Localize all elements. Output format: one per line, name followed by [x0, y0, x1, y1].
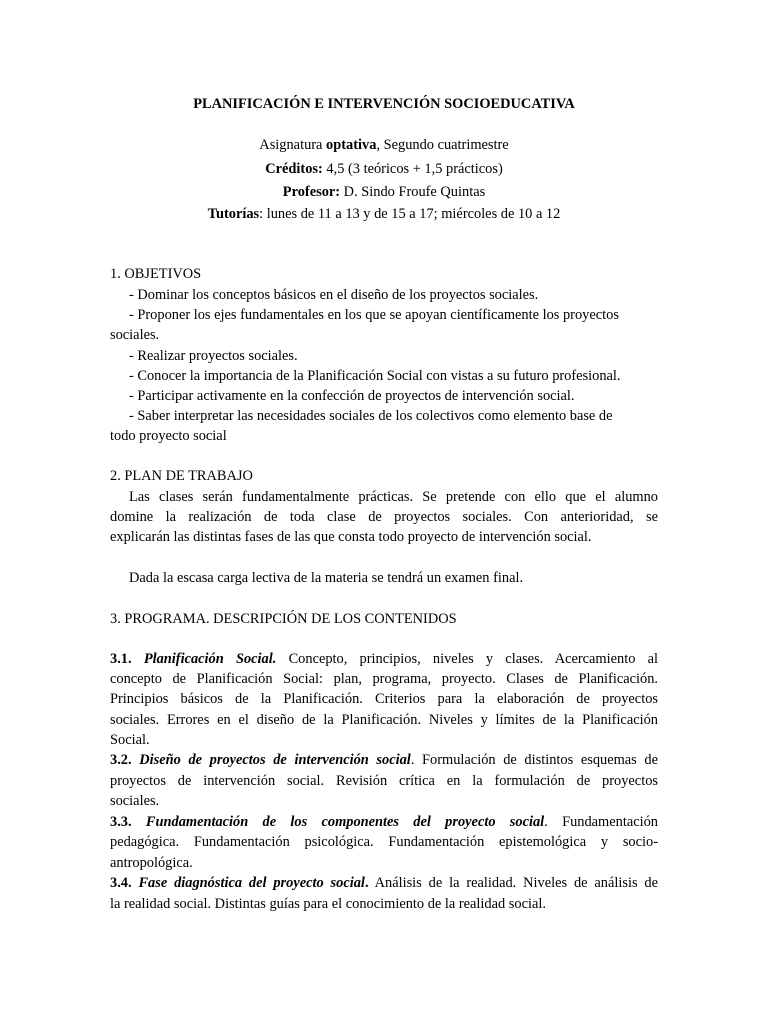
item-text: . Fundamentación [544, 814, 658, 830]
credits-value: 4,5 (3 teóricos + 1,5 prácticos) [322, 161, 503, 177]
objective-item: - Realizar proyectos sociales. [129, 348, 298, 364]
tutorias-line [110, 205, 658, 223]
paragraph-line: pedagógica. Fundamentación psicológica. Fundamentación epistemológica y socio- [110, 834, 658, 850]
course-type-value: optativa [326, 137, 377, 153]
item-title-dot: . [364, 875, 369, 891]
paragraph-line: domine la realización de toda clase de proyectos sociales. Con anterioridad, se [110, 509, 658, 525]
course-type-line [110, 136, 658, 154]
paragraph-line: sociales. [110, 793, 160, 809]
professor-label: Profesor: [282, 184, 341, 200]
program-item-3-2 [110, 751, 658, 769]
item-text: . Formulación de distintos esquemas de [410, 752, 658, 768]
section-heading-plan: 2. PLAN DE TRABAJO [110, 468, 253, 484]
paragraph-line: antropológica. [110, 855, 193, 871]
paragraph-line: proyectos de intervención social. Revisión crítica en la formulación de proyectos [110, 773, 658, 789]
course-semester: , Segundo cuatrimestre [376, 137, 509, 153]
paragraph-line: explicarán las distintas fases de las que consta todo proyecto de intervención social. [110, 529, 592, 545]
objective-item: - Proponer los ejes fundamentales en los que se apoyan científicamente los proyectos [129, 307, 619, 323]
item-number: 3.4. [110, 875, 132, 891]
course-type-prefix: Asignatura [259, 137, 327, 153]
item-title: Fundamentación de los componentes del proyecto social [145, 814, 545, 830]
professor-line [110, 183, 658, 201]
credits-line [110, 160, 658, 178]
paragraph-line: Dada la escasa carga lectiva de la materia se tendrá un examen final. [129, 570, 524, 586]
objective-item: - Participar activamente en la confección de proyectos de intervención social. [129, 388, 575, 404]
tutorias-value: : lunes de 11 a 13 y de 15 a 17; miércoles de 10 a 12 [259, 206, 561, 222]
paragraph-line: Las clases serán fundamentalmente prácticas. Se pretende con ello que el alumno [129, 489, 658, 505]
paragraph-line: la realidad social. Distintas guías para el conocimiento de la realidad social. [110, 896, 546, 912]
objective-item-continued: todo proyecto social [110, 428, 227, 444]
paragraph-line: concepto de Planificación Social: plan, programa, proyecto. Clases de Planificación. [110, 671, 658, 687]
tutorias-label: Tutorías [207, 206, 260, 222]
section-heading-programa: 3. PROGRAMA. DESCRIPCIÓN DE LOS CONTENIDOS [110, 611, 457, 627]
document-title: PLANIFICACIÓN E INTERVENCIÓN SOCIOEDUCATIVA [193, 96, 575, 112]
item-text: Análisis de la realidad. Niveles de análisis de [368, 875, 658, 891]
item-title: Diseño de proyectos de intervención social [139, 752, 411, 768]
item-number: 3.3. [110, 814, 132, 830]
paragraph-line: Social. [110, 732, 150, 748]
item-number: 3.2. [110, 752, 132, 768]
paragraph-line: Principios básicos de la Planificación. Criterios para la elaboración de proyectos [110, 691, 658, 707]
item-title: Fase diagnóstica del proyecto social [138, 875, 365, 891]
program-item-3-4 [110, 874, 658, 892]
objective-item: - Dominar los conceptos básicos en el diseño de los proyectos sociales. [129, 287, 539, 303]
item-number: 3.1. [110, 651, 132, 667]
program-item-3-1 [110, 650, 658, 668]
objective-item-continued: sociales. [110, 327, 160, 343]
objective-item: - Conocer la importancia de la Planificación Social con vistas a su futuro profesional. [129, 368, 621, 384]
professor-value: D. Sindo Froufe Quintas [340, 184, 486, 200]
program-item-3-3 [110, 813, 658, 831]
paragraph-line: sociales. Errores en el diseño de la Planificación. Niveles y límites de la Planificación [110, 712, 658, 728]
objective-item: - Saber interpretar las necesidades sociales de los colectivos como elemento base de [129, 408, 613, 424]
credits-label: Créditos: [265, 161, 323, 177]
section-heading-objetivos: 1. OBJETIVOS [110, 266, 202, 282]
item-title: Planificación Social. [143, 651, 277, 667]
item-text: Concepto, principios, niveles y clases. Acercamiento al [276, 651, 658, 667]
